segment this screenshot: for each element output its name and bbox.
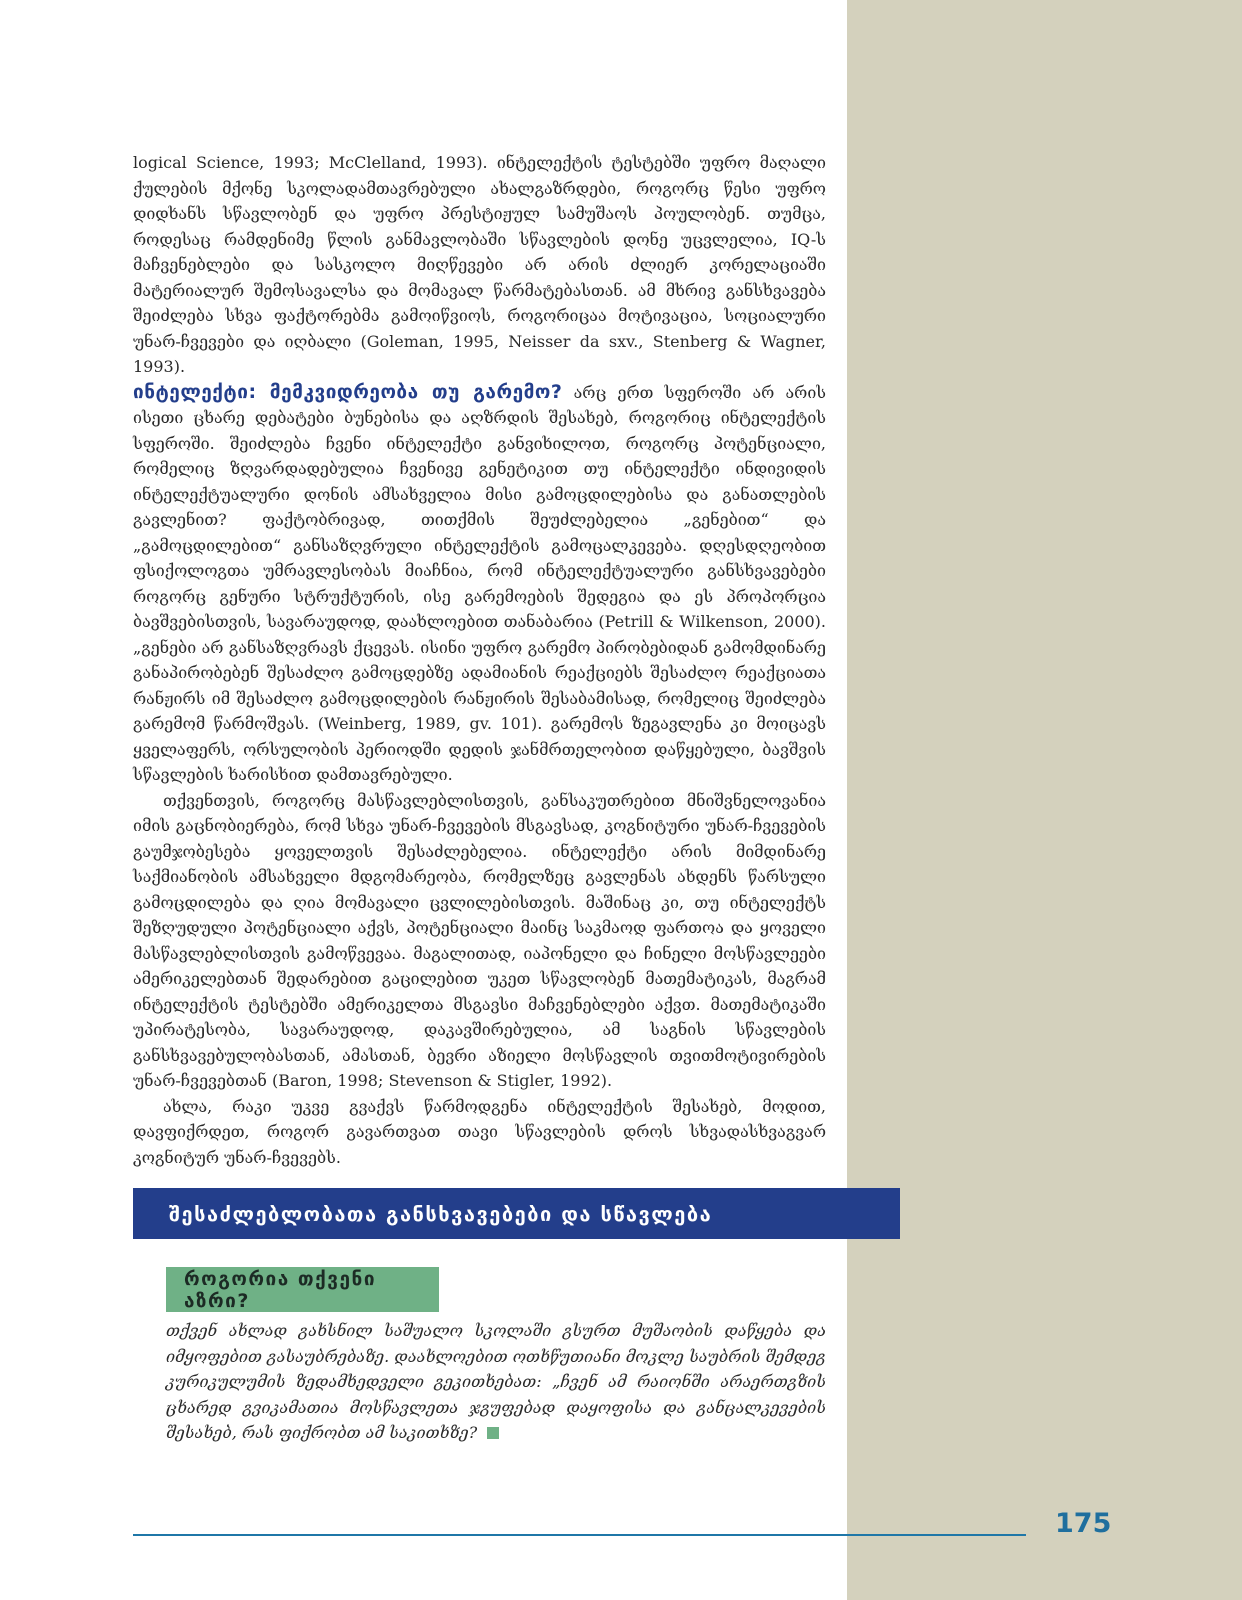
question-label-box — [166, 1267, 439, 1312]
body-paragraph-1: logical Science, 1993; McClelland, 1993). ინტელექტის ტესტებში უფრო მაღალი ქულების მქონე სკოლადამთავრებული ახალგაზრდები, როგორც წესი უფრო დიდხანს სწავლობენ და უფრო პრესტიჟულ სამუშაოს პოულობენ. თუმცა, როდესაც რამდენიმე წლის განმავლობაში სწავლების დონე უცვლელია, IQ-ს მაჩვენებლები და სასკოლო მიღწევები არ არის ძლიერ კორელაციაში მატერიალურ შემოსავალსა და მომავალ წარმატებასთან. ამ მხრივ განსხვავება შეიძლება სხვა ფაქტორებმა გამოიწვიოს, როგორიცაა მოტივაცია, სოციალური უნარ-ჩვევები და იღბალი (Goleman, 1995, Neisser da sxv., Stenberg & Wagner, 1993). — [133, 153, 826, 376]
end-square-icon — [487, 1427, 499, 1439]
footer-rule — [133, 1534, 1026, 1536]
question-text-block — [166, 1318, 826, 1446]
body-paragraph-2 — [133, 380, 826, 788]
body-text — [133, 150, 826, 1170]
body-paragraph-4: ახლა, რაკი უკვე გვაქვს წარმოდგენა ინტელექტის შესახებ, მოდით, დავფიქრდეთ, როგორ გავართვათ თავი სწავლების დროს სხვადასხვაგვარ კოგნიტურ უნარ-ჩვევებს. — [133, 1096, 826, 1167]
section-title: შესაძლებლობათა განსხვავებები და სწავლება — [169, 1201, 713, 1226]
section-header-bar — [133, 1188, 900, 1239]
question-label: როგორია თქვენი აზრი? — [184, 1267, 377, 1312]
body-paragraph-3: თქვენთვის, როგორც მასწავლებლისთვის, განსაკუთრებით მნიშვნელოვანია იმის გაცნობიერება, რომ სხვა უნარ-ჩვევების მსგავსად, კოგნიტური უნარ-ჩვევების გაუმჯობესება ყოველთვის შესაძლებელია. ინტელექტი არის მიმდინარე საქმიანობის ამსახველი მდგომარეობა, რომელზეც გავლენას ახდენს წარსული გამოცდილება და ღია მომავალი ცვლილებისთვის. მაშინაც კი, თუ ინტელექტს შეზღუდული პოტენციალი აქვს, პოტენციალი მაინც საკმაოდ ფართოა და ყოველი მასწავლებლისთვის გამოწვევაა. მაგალითად, იაპონელი და ჩინელი მოსწავლეები ამერიკელებთან შედარებით გაცილებით უკეთ სწავლობენ მათემატიკას, მაგრამ ინტელექტის ტესტებში ამერიკელთა მსგავსი მაჩვენებლები აქვთ. მათემატიკაში უპირატესობა, სავარაუდოდ, დაკავშირებულია, ამ საგნის სწავლების განსხვავებულობასთან, ამასთან, ბევრი აზიელი მოსწავლის თვითმოტივირების უნარ-ჩვევებთან (Baron, 1998; Stevenson & Stigler, 1992). — [133, 790, 826, 1090]
body-paragraph-2-text: არც ერთ სფეროში არ არის ისეთი ცხარე დებატები ბუნებისა და აღზრდის შესახებ, როგორიც ინტელექტის სფეროში. შეიძლება ჩვენი ინტელექტი განვიხილოთ, როგორც პოტენციალი, რომელიც ზღვარდადებულია ჩვენივე გენეტიკით თუ ინტელექტი ინდივიდის ინტელექტუალური დონის ამსახველია მისი გამოცდილებისა და განათლების გავლენით? ფაქტობრივად, თითქმის შეუძლებელია „გენებით“ და „გამოცდილებით“ განსაზღვრული ინტელექტის გამოცალკევება. დღესდღეობით ფსიქოლოგთა უმრავლესობას მიაჩნია, რომ ინტელექტუალური განსხვავებები როგორც გენური სტრუქტურის, ისე გარემოების შედეგია და ეს პროპორცია ბავშვებისთვის, სავარაუდოდ, დაახლოებით თანაბარია (Petrill & Wilkenson, 2000). „გენები არ განსაზღვრავს ქცევას. ისინი უფრო გარემო პირობებიდან გამომდინარე განაპირობებენ შესაძლო გამოცდებზე ადამიანის რეაქციებს შესაძლო რეაქციათა რანჟირს იმ შესაძლო გამოცდილების რანჟირის შესაბამისად, რომელიც შეიძლება გარემომ წარმოშვას. (Weinberg, 1989, gv. 101). გარემოს ზეგავლენა კი მოიცავს ყველაფერს, ორსულობის პერიოდში დედის ჯანმრთელობით დაწყებული, ბავშვის სწავლების ხარისხით დამთავრებული. — [133, 382, 826, 784]
question-text: თქვენ ახლად გახსნილ საშუალო სკოლაში გსურთ მუშაობის დაწყება და იმყოფებით გასაუბრებაზე. დაახლოებით ოთხწუთიანი მოკლე საუბრის შემდეგ კურიკულუმის ზედამხედველი გეკითხებათ: „ჩვენ ამ რაიონში არაერთგზის ცხარედ გვიკამათია მოსწავლეთა ჯგუფებად დაყოფისა და განცალკევების შესახებ, რას ფიქრობთ ამ საკითხზე? — [166, 1321, 826, 1442]
side-margin-band — [847, 0, 1242, 1600]
page-number: 175 — [1055, 1508, 1112, 1539]
inline-subheading: ინტელექტი: მემკვიდრეობა თუ გარემო? — [133, 380, 563, 403]
